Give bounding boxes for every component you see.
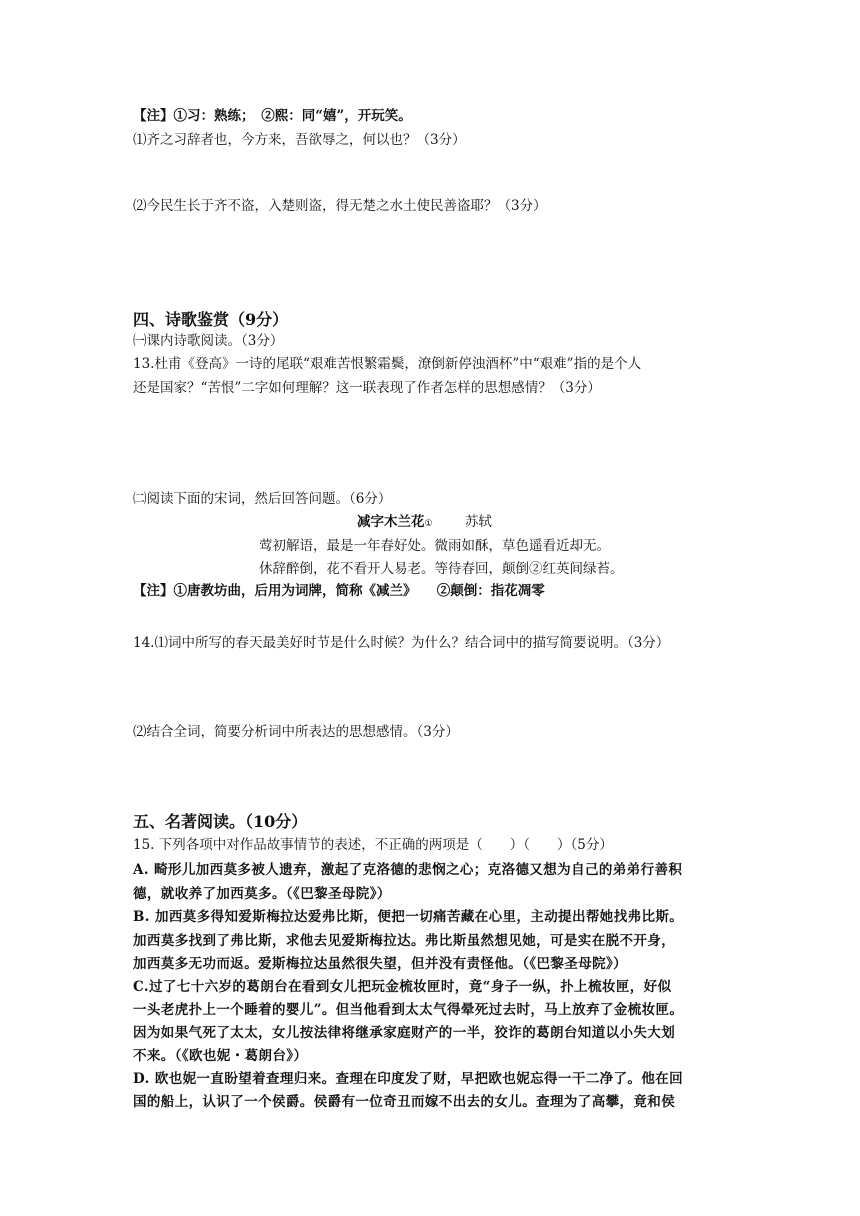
subsection-1: ㈠课内诗歌阅读。（3分） — [133, 333, 284, 349]
option-d-line2: 国的船上，认识了一个侯爵。侯爵有一位奇丑而嫁不出去的女儿。查理为了高攀，竟和侯 — [133, 1094, 676, 1110]
option-a-line2: 德，就收养了加西莫多。（《巴黎圣母院》） — [133, 886, 391, 902]
option-c-line4: 不来。（《欧也妮・葛朗台》） — [133, 1048, 308, 1064]
poem-title: 减字木兰花 — [357, 514, 425, 530]
question-12-1: ⑴齐之习辞者也，今方来，吾欲辱之，何以也？（3分） — [133, 132, 466, 148]
question-13-line2: 还是国家？“苦恨”二字如何理解？这一联表现了作者怎样的思想感情？（3分） — [133, 380, 601, 396]
section-heading-poetry: 四、诗歌鉴赏（9分） — [133, 310, 289, 329]
option-b-line3: 加西莫多无功而返。爱斯梅拉达虽然很失望，但并没有责怪他。（《巴黎圣母院》） — [133, 956, 628, 972]
question-12-2: ⑵今民生长于齐不盗，入楚则盗，得无楚之水土使民善盗耶？（3分） — [133, 198, 547, 214]
poem-title-row — [357, 512, 492, 534]
subsection-2: ㈡阅读下面的宋词，然后回答问题。（6分） — [133, 491, 392, 507]
question-14-1: 14.⑴词中所写的春天最美好时节是什么时候？为什么？结合词中的描写简要说明。（3分） — [133, 635, 670, 651]
question-13-line1: 13.杜甫《登高》一诗的尾联“艰难苦恨繁霜鬓，潦倒新停浊酒杯”中“艰难”指的是个人 — [133, 356, 642, 372]
poem-title-mark: ① — [424, 519, 433, 529]
note-line: 【注】①习：熟练； ②熙：同“嬉”，开玩笑。 — [133, 108, 412, 124]
option-d-line1: D. 欧也妮一直盼望着查理归来。查理在印度发了财，早把欧也妮忘得一干二净了。他在回 — [133, 1071, 684, 1087]
option-a-line1: A. 畸形儿加西莫多被人遗弃，激起了克洛德的悲悯之心；克洛德又想为自己的弟弟行善积 — [133, 862, 683, 878]
option-c-line2: 一头老虎扑上一个睡着的婴儿”。但当他看到太太气得晕死过去时，马上放弃了金梳妆匣。 — [133, 1002, 684, 1018]
option-b-line1: B. 加西莫多得知爱斯梅拉达爱弗比斯，便把一切痛苦藏在心里，主动提出帮她找弗比斯。 — [133, 909, 684, 925]
question-15: 15. 下列各项中对作品故事情节的表述，不正确的两项是（ ）（ ）（5分） — [133, 837, 613, 853]
question-14-2: ⑵结合全词，简要分析词中所表达的思想感情。（3分） — [133, 724, 459, 740]
section-heading-classics: 五、名著阅读。（10分） — [133, 812, 308, 831]
poem-note: 【注】①唐教坊曲，后用为词牌，简称《减兰》 ②颠倒：指花凋零 — [133, 583, 545, 599]
poem-author: 苏轼 — [464, 514, 492, 530]
poem-line-1: 莺初解语，最是一年春好处。微雨如酥，草色遥看近却无。 — [259, 538, 610, 554]
option-c-line1: C.过了七十六岁的葛朗台在看到女儿把玩金梳妆匣时，竟“身子一纵，扑上梳妆匣，好似 — [133, 979, 672, 995]
option-c-line3: 因为如果气死了太太，女儿按法律将继承家庭财产的一半，狡诈的葛朗台知道以小失大划 — [133, 1025, 676, 1041]
option-b-line2: 加西莫多找到了弗比斯，求他去见爱斯梅拉达。弗比斯虽然想见她，可是实在脱不开身， — [133, 933, 676, 949]
poem-line-2: 休辞醉倒，花不看开人易老。等待春回，颠倒②红英间绿苔。 — [259, 561, 624, 577]
